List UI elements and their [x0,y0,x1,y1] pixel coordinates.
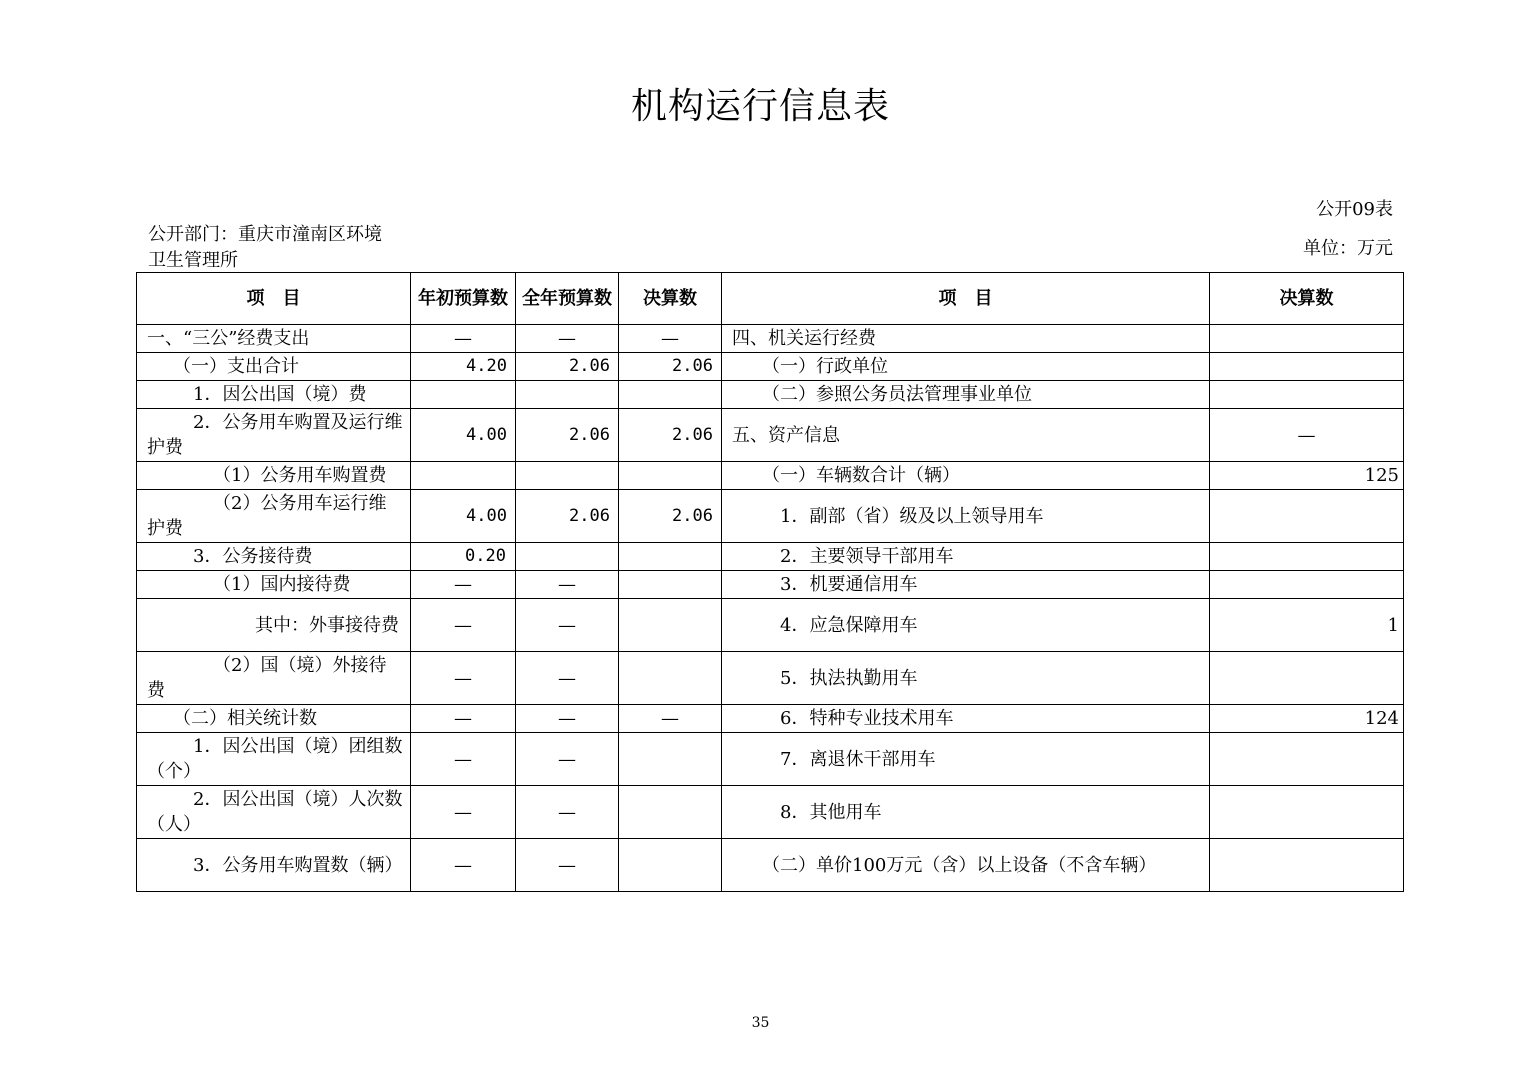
table-row [137,786,1404,839]
cell-final [619,571,722,599]
cell-initial: 4.00 [411,409,516,462]
header-item-right: 项 目 [722,273,1210,325]
cell-final-right [1210,325,1404,353]
cell-final: — [619,325,722,353]
cell-initial: 0.20 [411,543,516,571]
cell-final [619,652,722,705]
cell-annual: 2.06 [516,409,619,462]
row-item-right: 8．其他用车 [722,786,1210,839]
table-row [137,409,1404,462]
table-row [137,353,1404,381]
cell-annual [516,462,619,490]
cell-final [619,786,722,839]
cell-annual: — [516,786,619,839]
page-title: 机构运行信息表 [630,86,890,127]
cell-annual: — [516,705,619,733]
cell-initial [411,381,516,409]
header-initial-budget: 年初预算数 [411,273,516,325]
table-row [137,462,1404,490]
header-item: 项 目 [137,273,411,325]
row-item [137,733,411,786]
table-row [137,599,1404,652]
row-item: 1．因公出国（境）费 [137,381,411,409]
cell-final-right [1210,490,1404,543]
row-item [137,786,411,839]
row-item: （1）国内接待费 [137,571,411,599]
cell-final-right [1210,786,1404,839]
header-final: 决算数 [619,273,722,325]
table-row [137,733,1404,786]
cell-initial: — [411,571,516,599]
row-item [137,652,411,705]
cell-annual: — [516,571,619,599]
cell-final-right: 124 [1210,705,1404,733]
cell-initial: 4.00 [411,490,516,543]
row-item-text: 2．因公出国（境）人次数（人） [147,789,403,835]
cell-final [619,733,722,786]
cell-final: 2.06 [619,409,722,462]
row-item-right: 2．主要领导干部用车 [722,543,1210,571]
row-item [137,599,411,652]
table-row [137,705,1404,733]
table-row [137,571,1404,599]
cell-final-right [1210,353,1404,381]
cell-final-right: 1 [1210,599,1404,652]
cell-initial: — [411,839,516,892]
cell-final: 2.06 [619,490,722,543]
row-item-right: 5．执法执勤用车 [722,652,1210,705]
row-item [137,490,411,543]
row-item-right: 7．离退休干部用车 [722,733,1210,786]
header-final-right: 决算数 [1210,273,1404,325]
cell-final-right [1210,543,1404,571]
row-item-text: （2）国（境）外接待费 [147,655,387,701]
page-number: 35 [751,1015,770,1031]
table-header-row [137,273,1404,325]
info-table [136,272,1404,892]
cell-final-right [1210,571,1404,599]
row-item: （一）支出合计 [137,353,411,381]
row-item-right: 五、资产信息 [722,409,1210,462]
cell-final-right: — [1210,409,1404,462]
cell-initial: — [411,599,516,652]
cell-initial: 4.20 [411,353,516,381]
row-item-right: （二）单价100万元（含）以上设备（不含车辆） [722,839,1210,892]
form-number: 公开09表 [1316,199,1393,220]
row-item-right: 6．特种专业技术用车 [722,705,1210,733]
cell-final [619,381,722,409]
table-row [137,381,1404,409]
cell-final-right [1210,381,1404,409]
cell-final-right [1210,652,1404,705]
cell-final [619,599,722,652]
cell-final [619,839,722,892]
cell-initial: — [411,705,516,733]
cell-final [619,462,722,490]
cell-final-right [1210,839,1404,892]
row-item: 一、“三公”经费支出 [137,325,411,353]
cell-initial: — [411,786,516,839]
table-row [137,490,1404,543]
row-item [137,839,411,892]
cell-annual [516,381,619,409]
table-row [137,543,1404,571]
cell-final-right: 125 [1210,462,1404,490]
cell-initial: — [411,652,516,705]
row-item: 3．公务接待费 [137,543,411,571]
cell-final: 2.06 [619,353,722,381]
table-row [137,652,1404,705]
row-item: （二）相关统计数 [137,705,411,733]
cell-initial: — [411,733,516,786]
cell-annual: — [516,599,619,652]
row-item-right: 3．机要通信用车 [722,571,1210,599]
row-item-right: （一）车辆数合计（辆） [722,462,1210,490]
cell-annual: — [516,839,619,892]
cell-annual: 2.06 [516,490,619,543]
cell-annual [516,543,619,571]
cell-annual: 2.06 [516,353,619,381]
row-item-text: （2）公务用车运行维护费 [147,493,387,539]
cell-final-right [1210,733,1404,786]
row-item: （1）公务用车购置费 [137,462,411,490]
cell-annual: — [516,325,619,353]
row-item-text: 1．因公出国（境）团组数（个） [147,736,403,782]
row-item-text: 其中：外事接待费 [255,614,399,636]
cell-final: — [619,705,722,733]
row-item [137,409,411,462]
row-item-text: 3．公务用车购置数（辆） [193,854,403,876]
cell-final [619,543,722,571]
unit-label: 单位：万元 [1303,238,1393,259]
row-item-right: （一）行政单位 [722,353,1210,381]
cell-initial: — [411,325,516,353]
row-item-right: 四、机关运行经费 [722,325,1210,353]
row-item-text: 2．公务用车购置及运行维护费 [147,412,403,458]
row-item-right: 4．应急保障用车 [722,599,1210,652]
row-item-right: （二）参照公务员法管理事业单位 [722,381,1210,409]
table-row [137,325,1404,353]
cell-initial [411,462,516,490]
cell-annual: — [516,652,619,705]
row-item-right: 1．副部（省）级及以上领导用车 [722,490,1210,543]
table-row [137,839,1404,892]
header-annual-budget: 全年预算数 [516,273,619,325]
cell-annual: — [516,733,619,786]
department-label: 公开部门：重庆市潼南区环境卫生管理所 [148,224,382,271]
